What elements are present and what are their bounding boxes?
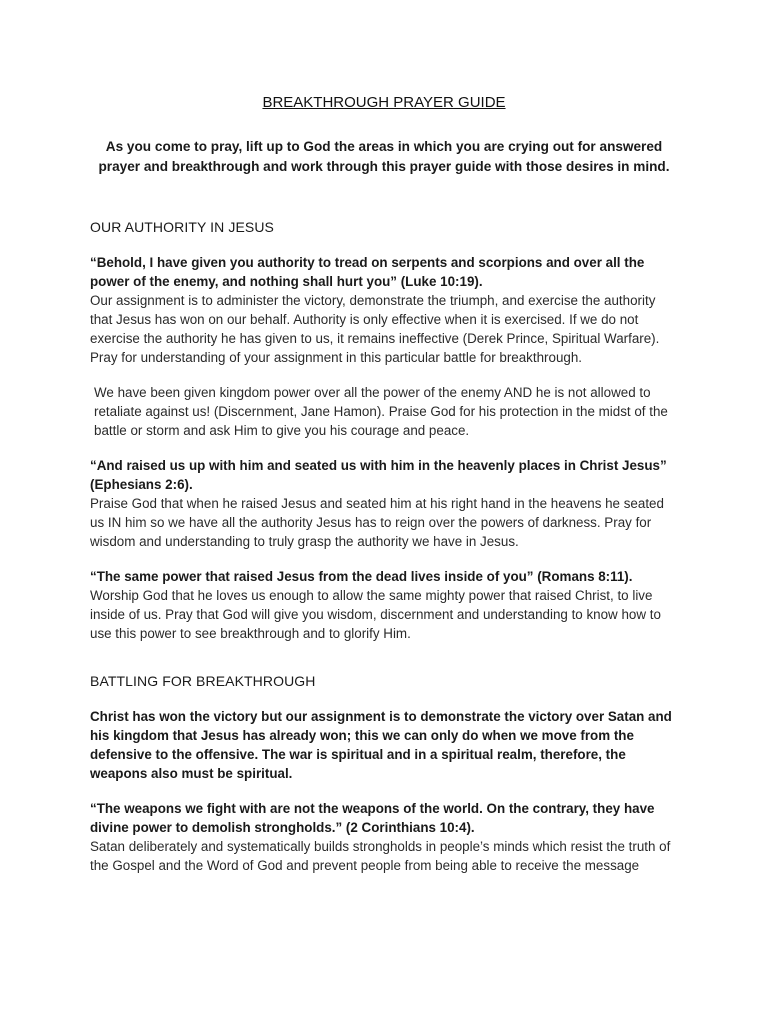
scripture-block (90, 799, 678, 875)
body-paragraph: We have been given kingdom power over all the power of the enemy AND he is not allowed to retaliate against us! (Discernment, Jane Hamon). Praise God for his protection in the midst of the battle or storm and ask Him to give you his courage and peace. (94, 385, 668, 438)
scripture-block (90, 383, 678, 440)
section-heading: OUR AUTHORITY IN JESUS (90, 219, 274, 235)
scripture-block (90, 567, 678, 643)
scripture-block (90, 707, 678, 783)
scripture-block (90, 456, 678, 551)
section-battling (90, 673, 678, 875)
bold-paragraph: Christ has won the victory but our assignment is to demonstrate the victory over Satan and his kingdom that Jesus has already won; this we can only do when we move from the defensive to the offensive. The war is spiritual and in a spiritual realm, therefore, the weapons also must be spiritual. (90, 709, 672, 781)
scripture-verse: “The weapons we fight with are not the weapons of the world. On the contrary, they have divine power to demolish strongholds.” (2 Corinthians 10:4). (90, 801, 655, 835)
body-paragraph: Our assignment is to administer the victory, demonstrate the triumph, and exercise the authority that Jesus has won on our behalf. Authority is only effective when it is exercised. If we do not exercise the authority he has given to us, it remains ineffective (Derek Prince, Spiritual Warfare). Pray for understanding of your assignment in this particular battle for breakthrough. (90, 293, 660, 365)
section-our-authority (90, 219, 678, 643)
body-paragraph: Satan deliberately and systematically builds strongholds in people’s minds which resist the truth of the Gospel and the Word of God and prevent people from being able to receive the message (90, 839, 671, 873)
document-title: BREAKTHROUGH PRAYER GUIDE (262, 94, 506, 111)
scripture-block (90, 253, 678, 367)
body-paragraph: Worship God that he loves us enough to allow the same mighty power that raised Christ, to live inside of us. Pray that God will give you wisdom, discernment and understanding to know how to use this power to see breakthrough and to glorify Him. (90, 588, 661, 641)
scripture-verse: “Behold, I have given you authority to tread on serpents and scorpions and over all the power of the enemy, and nothing shall hurt you” (Luke 10:19). (90, 255, 645, 289)
scripture-verse: “And raised us up with him and seated us with him in the heavenly places in Christ Jesus” (Ephesians 2:6). (90, 458, 667, 492)
intro-paragraph: As you come to pray, lift up to God the areas in which you are crying out for answered prayer and breakthrough and work through this prayer guide with those desires in mind. (98, 139, 670, 174)
section-heading: BATTLING FOR BREAKTHROUGH (90, 673, 316, 689)
body-paragraph: Praise God that when he raised Jesus and seated him at his right hand in the heavens he seated us IN him so we have all the authority Jesus has to reign over the powers of darkness. Pray for wisdom and understanding to truly grasp the authority we have in Jesus. (90, 496, 664, 549)
scripture-verse: “The same power that raised Jesus from the dead lives inside of you” (Romans 8:11). (90, 569, 633, 584)
